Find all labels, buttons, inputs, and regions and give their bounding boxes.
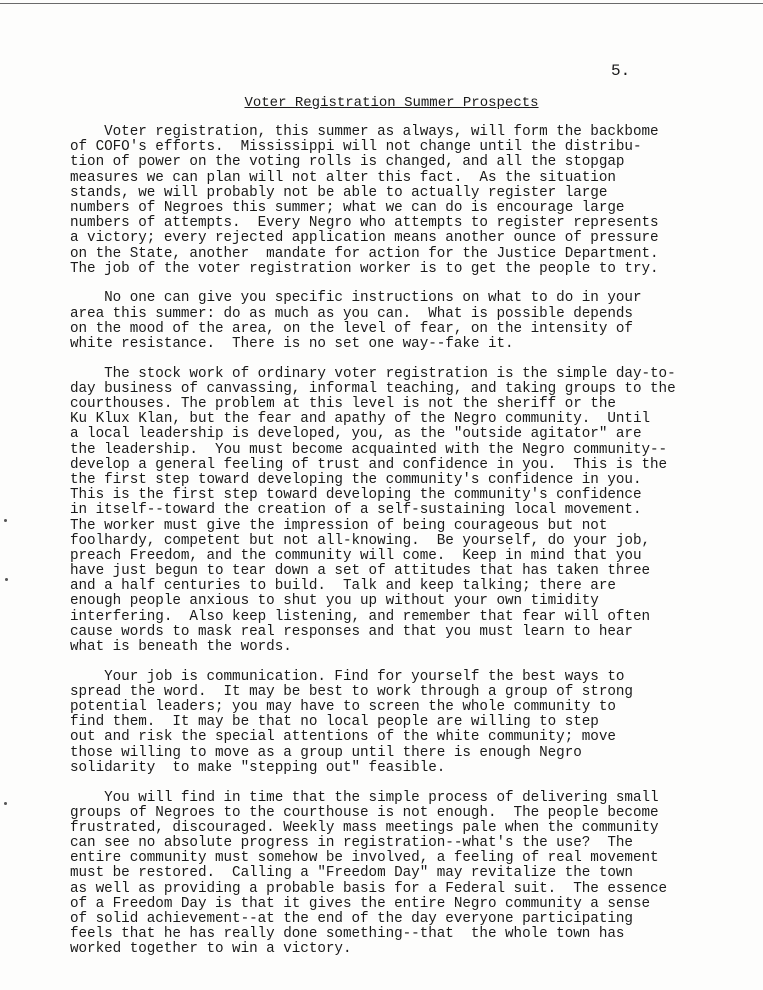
text-line: white resistance. There is no set one way--fake it.: [70, 335, 514, 352]
scan-speck: [5, 578, 8, 581]
text-line: develop a general feeling of trust and confidence in you. This is the: [70, 456, 668, 473]
text-line: potential leaders; you may have to screen the whole community to: [70, 699, 616, 716]
scan-speck: [4, 802, 7, 805]
text-line: a victory; every rejected application means another ounce of pressure: [70, 230, 659, 247]
text-line: The job of the voter registration worker is to get the people to try.: [70, 260, 659, 277]
text-line: find them. It may be that no local people are willing to step: [70, 714, 599, 731]
text-line: on the State, another mandate for action for the Justice Department.: [70, 245, 659, 262]
text-line: spread the word. It may be best to work through a group of strong: [70, 683, 633, 700]
text-line: area this summer: do as much as you can. What is possible depends: [70, 305, 633, 322]
scan-speck: [4, 519, 7, 522]
text-line: what is beneath the words.: [70, 639, 292, 655]
top-rule: [0, 3, 763, 4]
document-body: [70, 125, 763, 972]
text-line: out and risk the special attentions of the white community; move: [70, 729, 616, 746]
text-line: courthouses. The problem at this level is not the sheriff or the: [70, 396, 616, 412]
text-line: in itself--toward the creation of a self-sustaining local movement.: [70, 502, 642, 519]
text-line: worked together to win a victory.: [70, 941, 352, 958]
text-line: The worker must give the impression of being courageous but not: [70, 517, 608, 534]
paragraph: [70, 670, 763, 776]
paragraph: [70, 367, 763, 656]
text-line: day business of canvassing, informal teaching, and taking groups to the: [70, 380, 676, 397]
title-text: Voter Registration Summer Prospects: [244, 95, 539, 111]
text-line: entire community must somehow be involved, a feeling of real movement: [70, 850, 659, 867]
text-line: those willing to move as a group until there is enough Negro: [70, 744, 582, 761]
text-line: You will find in time that the simple process of delivering small: [70, 789, 659, 806]
text-line: frustrated, discouraged. Weekly mass meetings pale when the community: [70, 819, 659, 836]
text-line: must be restored. Calling a "Freedom Day" may revitalize the town: [70, 865, 633, 882]
text-line: numbers of attempts. Every Negro who attempts to register represents: [70, 215, 659, 232]
text-line: measures we can plan will not alter this fact. As the situation: [70, 169, 616, 186]
paragraph: [70, 291, 763, 352]
text-line: foolhardy, competent but not all-knowing. Be yourself, do your job,: [70, 532, 651, 549]
text-line: Ku Klux Klan, but the fear and apathy of the Negro community. Until: [70, 411, 651, 428]
text-line: of solid achievement--at the end of the day everyone participating: [70, 911, 633, 927]
text-line: a local leadership is developed, you, as the "outside agitator" are: [70, 426, 642, 443]
document-title: [0, 95, 763, 111]
text-line: the first step toward developing the community's confidence in you.: [70, 471, 642, 488]
text-line: Your job is communication. Find for yourself the best ways to: [70, 668, 625, 685]
text-line: and a half centuries to build. Talk and keep talking; there are: [70, 578, 616, 595]
text-line: of a Freedom Day is that it gives the entire Negro community a sense: [70, 895, 651, 912]
text-line: groups of Negroes to the courthouse is not enough. The people become: [70, 804, 659, 821]
text-line: tion of power on the voting rolls is changed, and all the stopgap: [70, 154, 625, 171]
paragraph: [70, 125, 763, 277]
text-line: stands, we will probably not be able to actually register large: [70, 184, 608, 201]
text-line: feels that he has really done something--that the whole town has: [70, 926, 625, 943]
text-line: numbers of Negroes this summer; what we can do is encourage large: [70, 199, 625, 216]
text-line: have just begun to tear down a set of attitudes that has taken three: [70, 563, 651, 580]
page-number: 5.: [611, 62, 631, 80]
text-line: cause words to mask real responses and that you must learn to hear: [70, 623, 633, 640]
text-line: can see no absolute progress in registration--what's the use? The: [70, 835, 633, 852]
text-line: of COFO's efforts. Mississippi will not change until the distribu-: [70, 139, 642, 156]
text-line: as well as providing a probable basis for a Federal suit. The essence: [70, 880, 668, 897]
text-line: on the mood of the area, on the level of fear, on the intensity of: [70, 320, 633, 337]
text-line: No one can give you specific instructions on what to do in your: [70, 290, 642, 307]
text-line: Voter registration, this summer as always, will form the backbome: [70, 124, 659, 140]
text-line: the leadership. You must become acquainted with the Negro community--: [70, 441, 668, 458]
paragraph: [70, 791, 763, 958]
text-line: solidarity to make "stepping out" feasible.: [70, 759, 446, 776]
text-line: enough people anxious to shut you up without your own timidity: [70, 593, 599, 610]
text-line: This is the first step toward developing the community's confidence: [70, 487, 642, 504]
text-line: The stock work of ordinary voter registration is the simple day-to-: [70, 365, 676, 382]
text-line: preach Freedom, and the community will come. Keep in mind that you: [70, 547, 642, 564]
text-line: interfering. Also keep listening, and remember that fear will often: [70, 608, 651, 625]
